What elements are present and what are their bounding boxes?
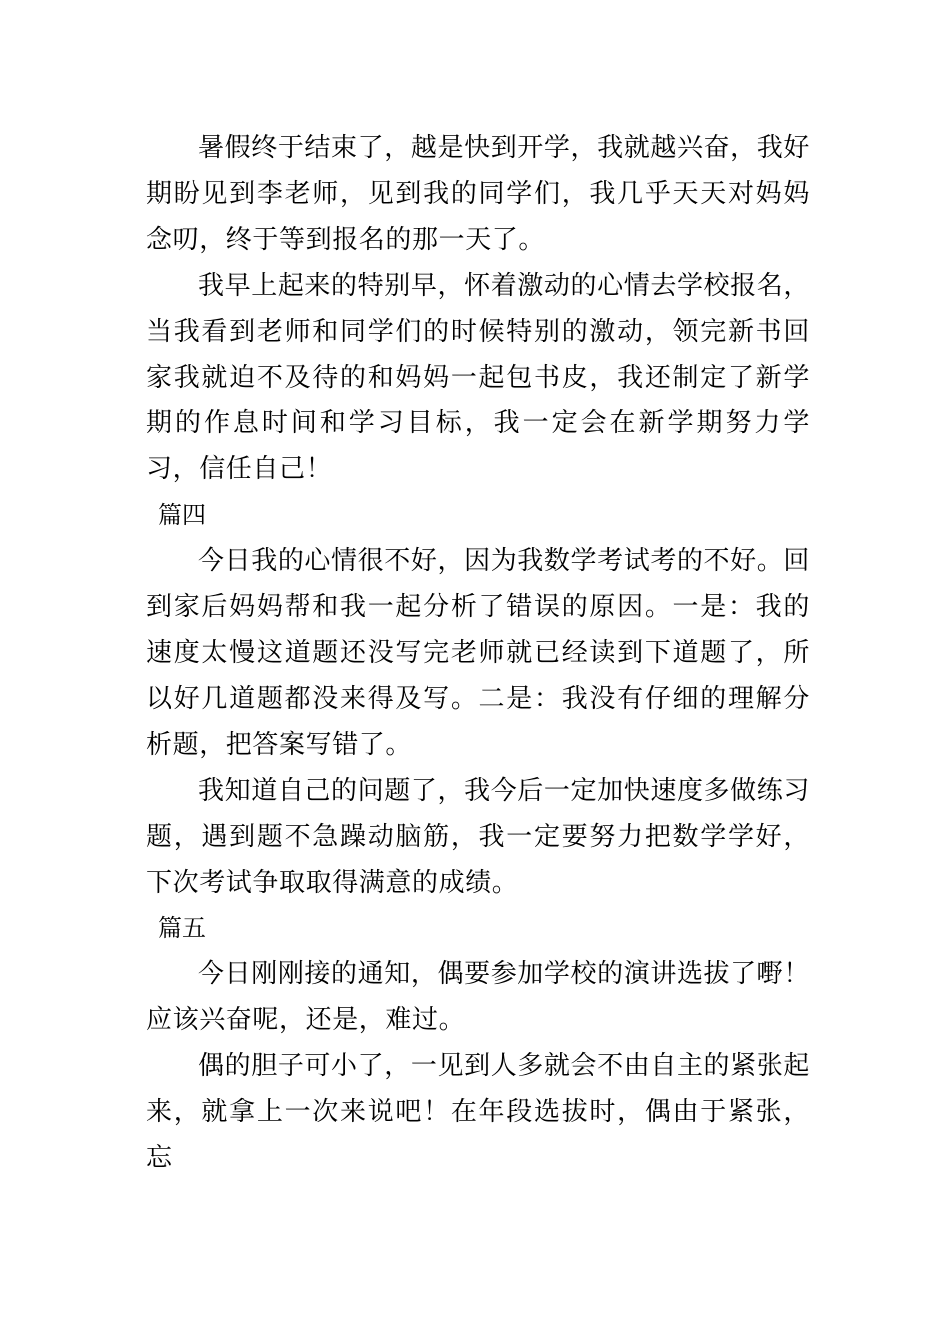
paragraph-3: 今日我的心情很不好，因为我数学考试考的不好。回到家后妈妈帮和我一起分析了错误的原因。一是：我的速度太慢这道题还没写完老师就已经读到下道题了，所以好几道题都没来得及写。二是：我没有仔细的理解分析题，把答案写错了。 [146, 546, 810, 760]
paragraph-6: 偶的胆子可小了，一见到人多就会不由自主的紧张起来，就拿上一次来说吧！在年段选拔时，偶由于紧张，忘 [146, 1051, 810, 1173]
paragraph-4: 我知道自己的问题了，我今后一定加快速度多做练习题，遇到题不急躁动脑筋，我一定要努力把数学学好，下次考试争取取得满意的成绩。 [146, 775, 810, 898]
document-body [146, 126, 810, 1182]
paragraph-2: 我早上起来的特别早，怀着激动的心情去学校报名，当我看到老师和同学们的时候特别的激动，领完新书回家我就迫不及待的和妈妈一起包书皮，我还制定了新学期的作息时间和学习目标，我一定会在新学期努力学习，信任自己！ [146, 270, 810, 485]
paragraph-5: 今日刚刚接的通知，偶要参加学校的演讲选拔了嘢！应该兴奋呢，还是，难过。 [146, 959, 810, 1036]
section-heading-5: 篇五 [158, 914, 206, 943]
paragraph-1: 暑假终于结束了，越是快到开学，我就越兴奋，我好期盼见到李老师，见到我的同学们，我几乎天天对妈妈念叨，终于等到报名的那一天了。 [146, 133, 810, 255]
section-heading-4: 篇四 [158, 501, 206, 530]
